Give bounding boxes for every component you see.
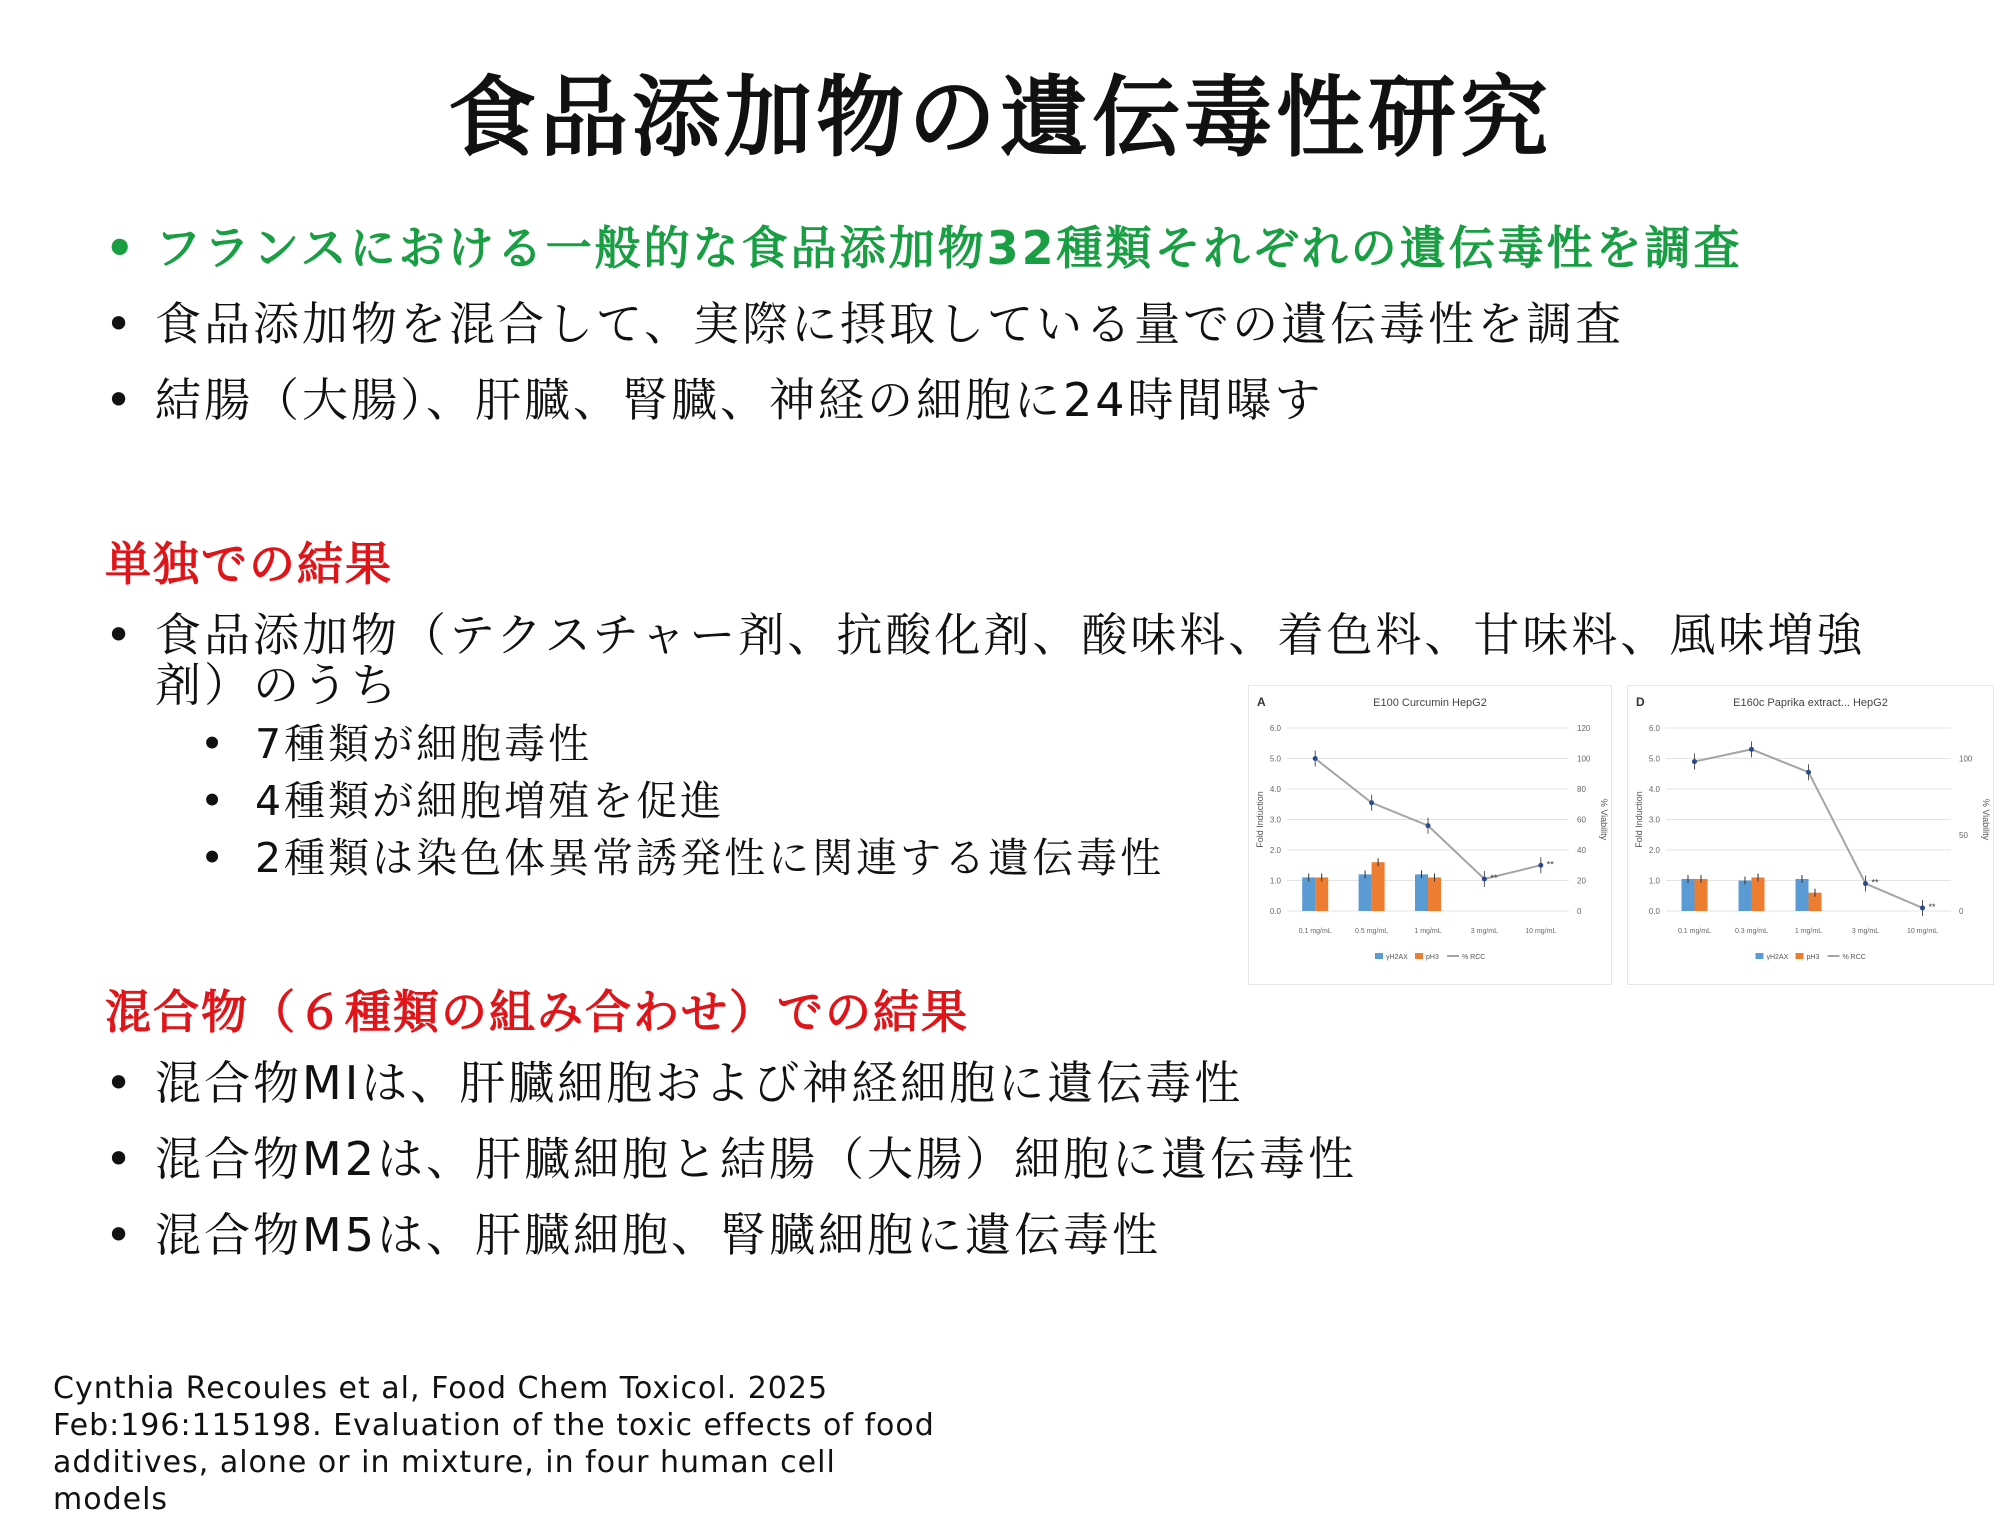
- legend-swatch: [1756, 953, 1764, 959]
- rcc-point: [1369, 800, 1374, 805]
- x-tick-label: 1 mg/mL: [1794, 928, 1823, 935]
- rcc-point: [1426, 823, 1431, 828]
- intro-bullet: • 食品添加物を混合して、実際に摂取している量での遺伝毒性を調査: [105, 296, 1743, 352]
- y2-tick-label: 20: [1577, 876, 1586, 886]
- y2-axis-label: % Viability: [1981, 798, 1991, 841]
- x-tick-label: 3 mg/mL: [1470, 928, 1499, 935]
- y-tick-label: 6.0: [1648, 724, 1660, 733]
- chart-title: E100 Curcumin HepG2: [1373, 697, 1487, 709]
- single-sub-bullet-list: [200, 716, 1164, 887]
- mixture-bullet: • 混合物M2は、肝臓細胞と結腸（大腸）細胞に遺伝毒性: [105, 1131, 1357, 1187]
- intro-bullet-list: [105, 220, 1743, 448]
- y2-tick-label: 80: [1577, 785, 1586, 794]
- mixture-bullet: • 混合物M5は、肝臓細胞、腎臓細胞に遺伝毒性: [105, 1207, 1357, 1263]
- significance-marker: **: [1546, 859, 1554, 870]
- single-sub-bullet: • 4種類が細胞増殖を促進: [200, 773, 1164, 830]
- x-tick-label: 1 mg/mL: [1414, 928, 1442, 935]
- x-tick-label: 3 mg/mL: [1851, 928, 1880, 935]
- y-tick-label: 1.0: [1648, 876, 1660, 886]
- legend-swatch: [1415, 953, 1423, 959]
- y-tick-label: 2.0: [1269, 846, 1281, 855]
- y-axis-label: Fold Induction: [1634, 791, 1644, 848]
- chart-title: E160c Paprika extract... HepG2: [1733, 697, 1888, 709]
- mixture-bullet-list: [105, 1055, 1357, 1283]
- rcc-point: [1692, 759, 1697, 764]
- significance-marker: **: [1490, 872, 1498, 883]
- significance-marker: **: [1928, 901, 1936, 912]
- x-tick-label: 0.3 mg/mL: [1734, 928, 1769, 935]
- bar-pH3: [1428, 877, 1441, 911]
- slide-title: 食品添加物の遺伝毒性研究: [447, 66, 1552, 169]
- y-tick-label: 1.0: [1269, 876, 1281, 886]
- y-tick-label: 3.0: [1648, 815, 1660, 825]
- y-axis-label: Fold Induction: [1255, 791, 1265, 848]
- significance-marker: **: [1871, 877, 1879, 888]
- legend-swatch: [1796, 953, 1804, 959]
- chart-a-svg: [1249, 686, 1611, 984]
- bar-γH2AX: [1359, 874, 1372, 911]
- chart-panel-a: [1248, 685, 1612, 985]
- bar-pH3: [1695, 879, 1708, 911]
- legend-label: % RCC: [1842, 954, 1866, 961]
- y2-tick-label: 40: [1577, 846, 1586, 855]
- y2-tick-label: 100: [1959, 754, 1973, 764]
- rcc-point: [1920, 905, 1925, 910]
- y2-tick-label: 0: [1577, 907, 1582, 916]
- y-tick-label: 2.0: [1648, 846, 1660, 855]
- intro-bullet: • フランスにおける一般的な食品添加物32種類それぞれの遺伝毒性を調査: [105, 220, 1743, 276]
- chart-panel-d: [1627, 685, 1994, 985]
- x-tick-label: 10 mg/mL: [1906, 928, 1939, 935]
- y2-tick-label: 120: [1577, 724, 1591, 733]
- x-tick-label: 0.5 mg/mL: [1355, 928, 1389, 935]
- bar-γH2AX: [1796, 879, 1809, 911]
- x-tick-label: 0.1 mg/mL: [1677, 928, 1712, 935]
- legend-label: γH2AX: [1386, 954, 1408, 961]
- chart-d-svg: [1628, 686, 1993, 984]
- rcc-point: [1482, 876, 1487, 881]
- single-results-heading: 単独での結果: [105, 537, 393, 591]
- bar-pH3: [1315, 877, 1328, 911]
- single-sub-bullet: • 2種類は染色体異常誘発性に関連する遺伝毒性: [200, 830, 1164, 887]
- y-tick-label: 3.0: [1269, 815, 1281, 825]
- rcc-point: [1863, 881, 1868, 886]
- bar-γH2AX: [1302, 877, 1315, 911]
- bar-pH3: [1752, 877, 1765, 911]
- single-sub-bullet: • 7種類が細胞毒性: [200, 716, 1164, 773]
- y-tick-label: 0.0: [1269, 907, 1281, 916]
- y2-tick-label: 50: [1959, 830, 1968, 840]
- y-tick-label: 4.0: [1269, 785, 1281, 794]
- legend-swatch: [1375, 953, 1383, 959]
- bar-γH2AX: [1415, 874, 1428, 911]
- y2-axis-label: % Viability: [1599, 798, 1609, 841]
- legend-label: pH3: [1426, 954, 1439, 961]
- y2-tick-label: 0: [1959, 907, 1964, 916]
- rcc-point: [1313, 756, 1318, 761]
- legend-label: % RCC: [1462, 954, 1486, 961]
- x-tick-label: 0.1 mg/mL: [1298, 928, 1332, 935]
- y2-tick-label: 100: [1577, 754, 1591, 764]
- single-bullet: • 食品添加物（テクスチャー剤、抗酸化剤、酸味料、着色料、甘味料、風味増強剤）のうち: [105, 610, 1875, 710]
- rcc-point: [1749, 747, 1754, 752]
- y-tick-label: 5.0: [1648, 754, 1660, 764]
- bar-pH3: [1372, 862, 1385, 911]
- rcc-point: [1538, 863, 1543, 868]
- x-tick-label: 10 mg/mL: [1525, 928, 1557, 935]
- rcc-point: [1806, 770, 1811, 775]
- legend-label: pH3: [1806, 954, 1820, 961]
- y-tick-label: 4.0: [1648, 785, 1660, 794]
- legend-label: γH2AX: [1766, 954, 1789, 961]
- bar-γH2AX: [1739, 881, 1752, 912]
- y2-tick-label: 60: [1577, 815, 1586, 825]
- mixture-bullet: • 混合物MIは、肝臓細胞および神経細胞に遺伝毒性: [105, 1055, 1357, 1111]
- citation: Cynthia Recoules et al, Food Chem Toxicol. 2025 Feb:196:115198. Evaluation of the toxic effects of food additives, alone or in mixture, in four human cell models: [53, 1371, 935, 1517]
- y-tick-label: 5.0: [1269, 754, 1281, 764]
- chart-panel-label: A: [1257, 695, 1266, 709]
- y-tick-label: 6.0: [1269, 724, 1281, 733]
- y-tick-label: 0.0: [1648, 907, 1660, 916]
- intro-bullet: • 結腸（大腸）、肝臓、腎臓、神経の細胞に24時間曝す: [105, 372, 1743, 428]
- mixture-results-heading: 混合物（６種類の組み合わせ）での結果: [105, 985, 969, 1039]
- chart-panel-label: D: [1636, 695, 1645, 709]
- bar-γH2AX: [1682, 879, 1695, 911]
